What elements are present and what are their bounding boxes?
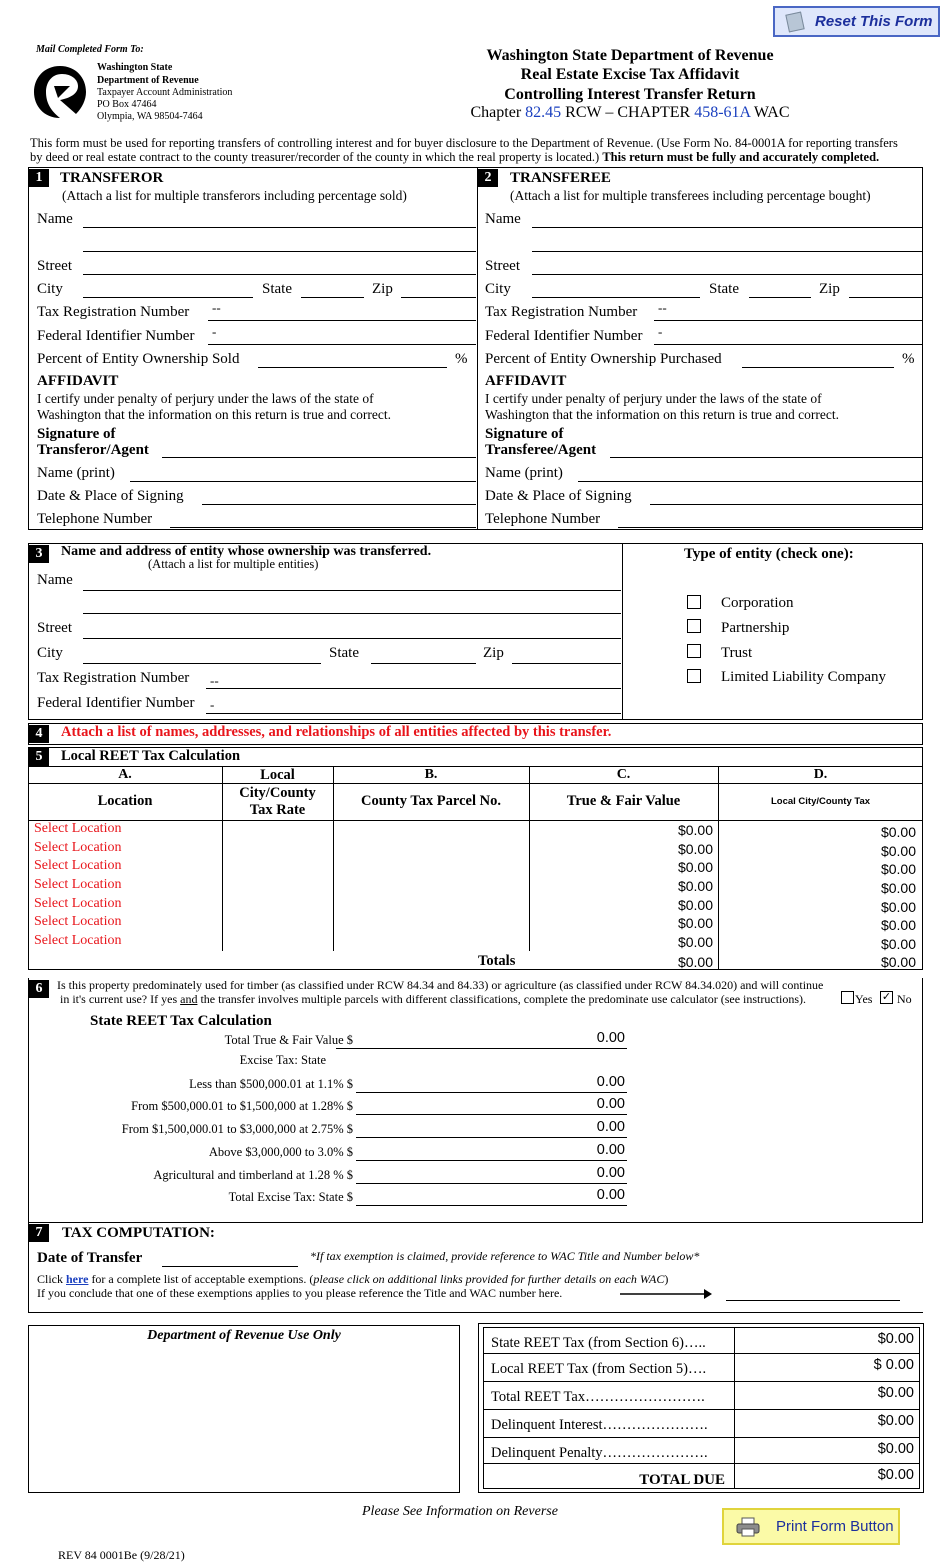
entity-city-label: City [37, 645, 63, 661]
local-tax-header: Local City/County Tax [770, 796, 871, 807]
wac-reference-field[interactable] [726, 1300, 900, 1301]
rate-header-2: City/County [239, 785, 316, 801]
state-reet-line-field [356, 1160, 627, 1161]
transferor-state-label: State [262, 281, 292, 297]
local-reet-title: Local REET Tax Calculation [61, 748, 241, 764]
date-of-transfer-label: Date of Transfer [37, 1250, 143, 1266]
mail-line-5: Olympia, WA 98504-7464 [97, 111, 203, 122]
summary-row-value: $0.00 [877, 1413, 914, 1429]
transferee-affidavit-line-1: I certify under penalty of perjury under the laws of the state of [485, 391, 822, 406]
tax-rate-cell [222, 857, 333, 875]
location-header: Location [97, 793, 153, 809]
state-reet-line-label: From $500,000.01 to $1,500,000 at 1.28% $ [131, 1099, 353, 1113]
summary-row-label: State REET Tax (from Section 6)….. [491, 1335, 706, 1351]
excise-tax-state-label: Excise Tax: State [239, 1053, 326, 1067]
col-c-label: C. [616, 767, 631, 782]
transferee-percent-sign: % [902, 351, 915, 367]
see-reverse-note: Please See Information on Reverse [362, 1504, 558, 1519]
timber-no-checkbox[interactable]: ✓ [881, 991, 892, 1003]
true-fair-value-field[interactable]: $0.00 [677, 822, 713, 838]
transferee-percent-label: Percent of Entity Ownership Purchased [485, 351, 722, 367]
entity-zip-label: Zip [483, 645, 504, 661]
title-line-1: Washington State Department of Revenue [486, 47, 774, 64]
transferee-title: TRANSFEREE [510, 170, 611, 186]
mail-heading: Mail Completed Form To: [36, 44, 144, 55]
transferee-dateplace-field[interactable] [650, 504, 922, 505]
select-location-dropdown[interactable]: Select Location [34, 877, 122, 892]
parcel-header: County Tax Parcel No. [361, 793, 501, 809]
partnership-label: Partnership [721, 620, 790, 636]
reset-icon [785, 12, 804, 33]
transferee-name-field-2[interactable] [532, 251, 922, 252]
summary-row-value: $ 0.00 [873, 1357, 914, 1373]
rate-header-3: Tax Rate [249, 802, 306, 818]
summary-row-value: $0.00 [877, 1441, 914, 1457]
transferee-fedid-field[interactable] [654, 344, 922, 345]
timber-question-1: Is this property predominately used for timber (as classified under RCW 84.34 and 84.33) or agriculture (as classified under RCW 84.34.020) and will continue [57, 978, 824, 992]
entity-type-title: Type of entity (check one): [684, 546, 854, 562]
true-fair-value-field[interactable]: $0.00 [677, 915, 713, 931]
col-d-label: D. [813, 767, 828, 782]
mail-line-3: Taxpayer Account Administration [97, 87, 233, 98]
select-location-dropdown[interactable]: Select Location [34, 858, 122, 873]
select-location-dropdown[interactable]: Select Location [34, 840, 122, 855]
transferee-signature-label-2: Transferee/Agent [485, 442, 597, 458]
tax-computation-title: TAX COMPUTATION: [62, 1225, 215, 1241]
timber-question-2: in it's current use? If yes and the transfer involves multiple parcels with different classifications, complete the predominate use calculator (see instructions). [60, 992, 807, 1006]
transferor-percent-label: Percent of Entity Ownership Sold [37, 351, 240, 367]
true-fair-value-field[interactable]: $0.00 [677, 934, 713, 950]
local-tax-value: $0.00 [880, 843, 916, 859]
transferor-telephone-label: Telephone Number [37, 511, 153, 527]
exemption-click-line: Click here for a complete list of acceptable exemptions. (please click on additional links provided for further details on each WAC) [37, 1272, 669, 1286]
col-b-label: B. [424, 767, 438, 782]
entity-taxreg-label: Tax Registration Number [37, 670, 190, 686]
parcel-number-field[interactable] [333, 913, 529, 931]
section-4-number: 4 [29, 725, 49, 743]
transferee-telephone-label: Telephone Number [485, 511, 601, 527]
transferee-affidavit-line-2: Washington that the information on this return is true and correct. [485, 407, 839, 422]
transferor-state-field[interactable] [301, 297, 364, 298]
transferee-state-field[interactable] [749, 297, 811, 298]
transferee-city-label: City [485, 281, 511, 297]
state-reet-line-value: 0.00 [596, 1096, 625, 1112]
transferor-nameprint-field[interactable] [130, 481, 476, 482]
state-reet-line-field [356, 1092, 627, 1093]
select-location-dropdown[interactable]: Select Location [34, 933, 122, 948]
parcel-number-field[interactable] [333, 839, 529, 857]
totals-tfv: $0.00 [677, 954, 713, 970]
summary-row-label: Delinquent Interest…………………. [491, 1417, 708, 1433]
timber-no-label: No [897, 992, 912, 1006]
state-reet-line-value: 0.00 [596, 1074, 625, 1090]
transferee-zip-label: Zip [819, 281, 840, 297]
transferor-affidavit-line-1: I certify under penalty of perjury under the laws of the state of [37, 391, 374, 406]
true-fair-value-field[interactable]: $0.00 [677, 859, 713, 875]
entity-street-label: Street [37, 620, 72, 636]
state-reet-line-label: Above $3,000,000 to 3.0% $ [208, 1145, 353, 1159]
attach-list-notice: Attach a list of names, addresses, and relationships of all entities affected by this transfer. [61, 724, 612, 740]
transferor-name-field[interactable] [83, 227, 476, 228]
entity-city-field[interactable] [83, 663, 321, 664]
state-reet-line-label: Total Excise Tax: State $ [228, 1190, 353, 1204]
true-fair-value-field[interactable]: $0.00 [677, 897, 713, 913]
summary-row-value: $0.00 [877, 1467, 914, 1483]
summary-row-label: Delinquent Penalty…………………. [491, 1445, 708, 1461]
section-1-2-box [28, 167, 923, 530]
transferee-dateplace-label: Date & Place of Signing [485, 488, 632, 504]
entity-name-label: Name [37, 572, 73, 588]
true-fair-value-field[interactable]: $0.00 [677, 841, 713, 857]
transferor-name-label: Name [37, 211, 73, 227]
tax-rate-cell [222, 932, 333, 950]
entity-fedid-dash: - [210, 697, 215, 712]
transferor-zip-field[interactable] [401, 297, 476, 298]
summary-row-value: $0.00 [877, 1385, 914, 1401]
local-tax-value: $0.00 [880, 899, 916, 915]
transferor-city-label: City [37, 281, 63, 297]
state-reet-line-label: Agricultural and timberland at 1.28 % $ [153, 1168, 353, 1182]
entity-street-field[interactable] [83, 638, 621, 639]
transferee-state-label: State [709, 281, 739, 297]
transferor-signature-field[interactable] [162, 457, 476, 458]
local-tax-value: $0.00 [880, 917, 916, 933]
section-2-number: 2 [478, 169, 498, 187]
wac-link[interactable]: 458-61A [694, 104, 751, 121]
intro-line-2: by deed or real estate contract to the county treasurer/recorder of the county in which the real property is located.) This return must be fully and accurately completed. [30, 150, 880, 164]
transferee-taxreg-field[interactable] [654, 320, 922, 321]
local-tax-value: $0.00 [880, 824, 916, 840]
entity-title: Name and address of entity whose ownership was transferred. [61, 544, 432, 559]
transferor-fedid-field[interactable] [208, 344, 476, 345]
transferee-name-label: Name [485, 211, 521, 227]
trust-label: Trust [721, 645, 753, 661]
parcel-number-field[interactable] [333, 820, 529, 838]
tax-rate-cell [222, 913, 333, 931]
reset-button[interactable]: Reset This Form [773, 6, 940, 37]
parcel-number-field[interactable] [333, 932, 529, 950]
transferor-name-field-2[interactable] [83, 251, 476, 252]
llc-checkbox[interactable] [687, 669, 701, 683]
dor-logo [30, 64, 90, 120]
local-tax-value: $0.00 [880, 936, 916, 952]
entity-zip-field[interactable] [512, 663, 621, 664]
parcel-number-field[interactable] [333, 876, 529, 894]
local-tax-value: $0.00 [880, 861, 916, 877]
section-1-number: 1 [29, 169, 49, 187]
transferee-taxreg-label: Tax Registration Number [485, 304, 638, 320]
state-reet-title: State REET Tax Calculation [90, 1013, 272, 1029]
mail-line-1: Washington State [97, 62, 173, 73]
col-a-label: A. [118, 767, 132, 782]
entity-fedid-field[interactable] [206, 713, 621, 714]
parcel-number-field[interactable] [333, 895, 529, 913]
select-location-dropdown[interactable]: Select Location [34, 821, 122, 836]
section-5-number: 5 [29, 748, 49, 766]
exemptions-here-link[interactable]: here [66, 1272, 89, 1286]
state-reet-line-field [356, 1205, 627, 1206]
entity-taxreg-field[interactable] [206, 688, 621, 689]
state-reet-line-field [356, 1114, 627, 1115]
summary-row-value: $0.00 [877, 1331, 914, 1347]
state-reet-line-value: 0.00 [596, 1187, 625, 1203]
transferee-street-field[interactable] [532, 274, 922, 275]
transferee-fedid-label: Federal Identifier Number [485, 328, 643, 344]
corporation-label: Corporation [721, 595, 794, 611]
state-reet-line-label: Total True & Fair Value $ [224, 1033, 353, 1047]
mail-line-2: Department of Revenue [97, 75, 199, 86]
transferor-fedid-label: Federal Identifier Number [37, 328, 195, 344]
title-line-3: Controlling Interest Transfer Return [504, 86, 756, 103]
transferee-affidavit-title: AFFIDAVIT [485, 373, 567, 389]
transferor-signature-label-2: Transferor/Agent [37, 442, 149, 458]
entity-name-field-2[interactable] [83, 613, 621, 614]
transferee-nameprint-field[interactable] [578, 481, 922, 482]
exemption-note: *If tax exemption is claimed, provide reference to WAC Title and Number below* [310, 1249, 700, 1263]
entity-taxreg-dash: -- [210, 673, 219, 688]
dor-use-only-box [28, 1325, 460, 1493]
transferee-zip-field[interactable] [849, 297, 922, 298]
timber-yes-checkbox[interactable] [841, 991, 854, 1004]
tax-rate-cell [222, 876, 333, 894]
transferee-nameprint-label: Name (print) [485, 465, 563, 481]
tax-rate-cell [222, 895, 333, 913]
state-reet-line-value: 0.00 [596, 1142, 625, 1158]
transferor-street-field[interactable] [83, 274, 476, 275]
transferee-telephone-field[interactable] [618, 527, 922, 528]
transferor-percent-sign: % [455, 351, 468, 367]
title-line-4: Chapter 82.45 RCW – CHAPTER 458-61A WAC [470, 104, 790, 121]
local-tax-value: $0.00 [880, 880, 916, 896]
summary-row-label: Total REET Tax……………………. [491, 1389, 705, 1405]
transferor-affidavit-title: AFFIDAVIT [37, 373, 119, 389]
transferor-dateplace-field[interactable] [202, 504, 476, 505]
dor-use-only-label: Department of Revenue Use Only [147, 1328, 341, 1343]
date-of-transfer-field[interactable] [162, 1266, 298, 1267]
form-revision: REV 84 0001Be (9/28/21) [58, 1548, 185, 1562]
print-form-button[interactable]: Print Form Button [722, 1508, 900, 1545]
llc-label: Limited Liability Company [721, 669, 886, 685]
select-location-dropdown[interactable]: Select Location [34, 914, 122, 929]
arrow-right-icon [620, 1288, 712, 1300]
transferee-percent-field[interactable] [742, 367, 894, 368]
state-reet-line-field [336, 1048, 627, 1049]
transferor-sub: (Attach a list for multiple transferors including percentage sold) [62, 188, 407, 203]
transferor-taxreg-dash: -- [212, 300, 221, 315]
transferor-title: TRANSFEROR [60, 170, 164, 186]
title-line-2: Real Estate Excise Tax Affidavit [520, 66, 740, 83]
summary-row-label: TOTAL DUE [639, 1472, 725, 1488]
state-reet-line-value: 0.00 [596, 1030, 625, 1046]
entity-sub: (Attach a list for multiple entities) [148, 557, 319, 571]
transferor-nameprint-label: Name (print) [37, 465, 115, 481]
totals-tax: $0.00 [880, 954, 916, 970]
state-reet-line-value: 0.00 [596, 1165, 625, 1181]
entity-fedid-label: Federal Identifier Number [37, 695, 195, 711]
timber-yes-label: Yes [855, 992, 873, 1006]
transferee-street-label: Street [485, 258, 520, 274]
transferor-city-field[interactable] [83, 297, 253, 298]
transferee-city-field[interactable] [532, 297, 700, 298]
transferor-percent-field[interactable] [258, 367, 447, 368]
true-fair-value-field[interactable]: $0.00 [677, 878, 713, 894]
rate-header-1: Local [260, 767, 295, 783]
partnership-checkbox[interactable] [687, 619, 701, 633]
intro-line-1: This form must be used for reporting transfers of controlling interest and for buyer disclosure to the Department of Revenue. (Use Form No. 84-0001A for reporting transfers [30, 136, 898, 150]
entity-state-field[interactable] [371, 663, 476, 664]
transferor-taxreg-label: Tax Registration Number [37, 304, 190, 320]
transferee-taxreg-dash: -- [658, 300, 667, 315]
transferor-taxreg-field[interactable] [208, 320, 476, 321]
totals-label: Totals [478, 953, 516, 969]
summary-row-label: Local REET Tax (from Section 5)…. [491, 1361, 707, 1377]
tax-rate-cell [222, 820, 333, 838]
transferee-signature-field[interactable] [610, 457, 922, 458]
transferee-signature-label-1: Signature of [485, 426, 564, 442]
trust-checkbox[interactable] [687, 644, 701, 658]
section-6-number: 6 [29, 980, 49, 998]
state-reet-line-label: Less than $500,000.01 at 1.1% $ [189, 1077, 353, 1091]
transferee-sub: (Attach a list for multiple transferees including percentage bought) [510, 188, 871, 203]
transferor-street-label: Street [37, 258, 72, 274]
state-reet-line-field [356, 1183, 627, 1184]
rcw-link[interactable]: 82.45 [525, 104, 562, 121]
section-3-number: 3 [29, 545, 49, 563]
corporation-checkbox[interactable] [687, 595, 701, 609]
transferor-zip-label: Zip [372, 281, 393, 297]
select-location-dropdown[interactable]: Select Location [34, 896, 122, 911]
transferee-name-field[interactable] [532, 227, 922, 228]
transferee-fedid-dash: - [658, 324, 663, 339]
transferor-signature-label-1: Signature of [37, 426, 116, 442]
exemption-conclude-line: If you conclude that one of these exemptions applies to you please reference the Title and WAC number here. [37, 1286, 563, 1300]
mail-line-4: PO Box 47464 [97, 99, 157, 110]
section-7-number: 7 [29, 1224, 49, 1242]
tfv-header: True & Fair Value [566, 793, 681, 809]
entity-name-field[interactable] [83, 590, 621, 591]
parcel-number-field[interactable] [333, 857, 529, 875]
transferor-affidavit-line-2: Washington that the information on this return is true and correct. [37, 407, 391, 422]
transferor-dateplace-label: Date & Place of Signing [37, 488, 184, 504]
state-reet-line-field [356, 1137, 627, 1138]
state-reet-line-label: From $1,500,000.01 to $3,000,000 at 2.75% $ [121, 1122, 353, 1136]
transferor-telephone-field[interactable] [170, 527, 476, 528]
transferor-fedid-dash: - [212, 324, 217, 339]
entity-state-label: State [329, 645, 359, 661]
state-reet-line-value: 0.00 [596, 1119, 625, 1135]
tax-rate-cell [222, 839, 333, 857]
printer-icon [736, 1517, 760, 1537]
